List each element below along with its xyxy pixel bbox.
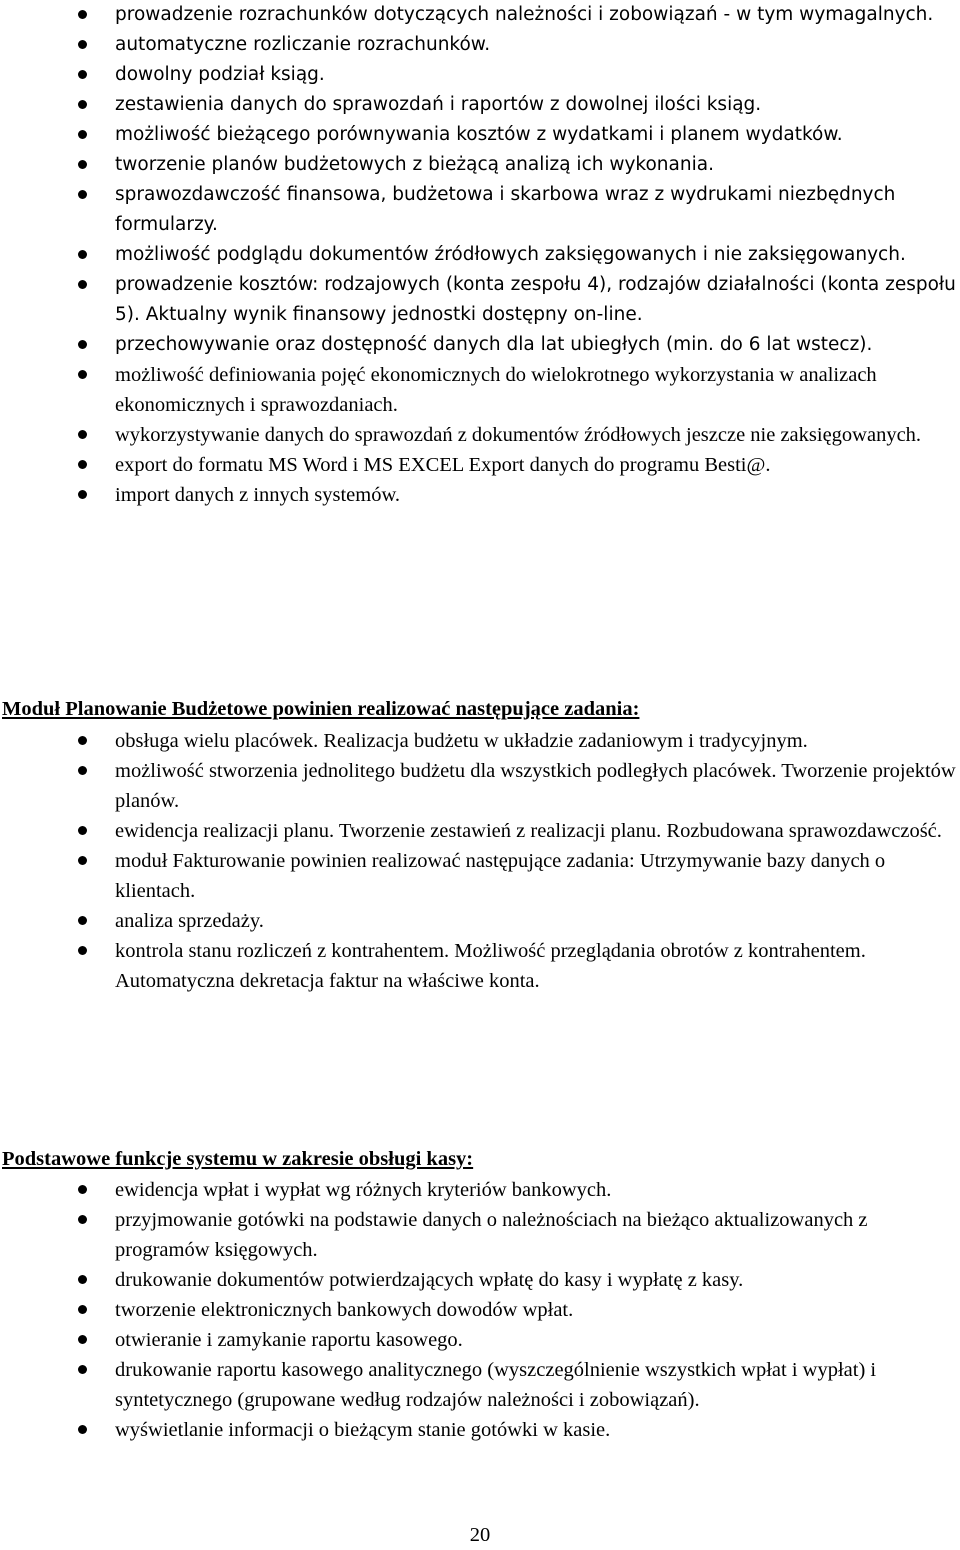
list-item-text: obsługa wielu placówek. Realizacja budżetu w układzie zadaniowym i tradycyjnym. bbox=[115, 730, 808, 752]
bullet-icon bbox=[78, 460, 87, 469]
list-item-text: export do formatu MS Word i MS EXCEL Export danych do programu Besti@. bbox=[115, 454, 771, 476]
list-item bbox=[0, 180, 960, 240]
list-item-text: możliwość bieżącego porównywania kosztów z wydatkami i planem wydatków. bbox=[115, 124, 843, 145]
bullet-icon bbox=[78, 250, 87, 259]
bullet-icon bbox=[78, 370, 87, 379]
list-item bbox=[0, 450, 960, 480]
list-item bbox=[0, 120, 960, 150]
list-item-text: możliwość definiowania pojęć ekonomicznych do wielokrotnego wykorzystania w analizach ekonomicznych i sprawozdaniach. bbox=[115, 364, 877, 416]
bullet-icon bbox=[78, 1215, 87, 1224]
list-item bbox=[0, 330, 960, 360]
list-item bbox=[0, 480, 960, 510]
list-item bbox=[0, 1175, 960, 1205]
list-item bbox=[0, 90, 960, 120]
list-item-text: prowadzenie rozrachunków dotyczących należności i zobowiązań - w tym wymagalnych. bbox=[115, 4, 934, 25]
list-item-text: zestawienia danych do sprawozdań i raportów z dowolnej ilości ksiąg. bbox=[115, 94, 762, 115]
list-item-text: drukowanie dokumentów potwierdzających wpłatę do kasy i wypłatę z kasy. bbox=[115, 1269, 744, 1291]
bullet-icon bbox=[78, 280, 87, 289]
list-item-text: sprawozdawczość finansowa, budżetowa i skarbowa wraz z wydrukami niezbędnych formularzy. bbox=[115, 184, 896, 235]
list-item-text: dowolny podział ksiąg. bbox=[115, 64, 325, 85]
bullet-icon bbox=[78, 826, 87, 835]
list-item-text: ewidencja realizacji planu. Tworzenie zestawień z realizacji planu. Rozbudowana sprawozdawczość. bbox=[115, 820, 942, 842]
list-item bbox=[0, 60, 960, 90]
bullet-icon bbox=[78, 736, 87, 745]
list-item bbox=[0, 0, 960, 30]
list-item bbox=[0, 816, 960, 846]
list-item-text: automatyczne rozliczanie rozrachunków. bbox=[115, 34, 491, 55]
list-item bbox=[0, 1415, 960, 1445]
bullet-icon bbox=[78, 1365, 87, 1374]
list-item bbox=[0, 1205, 960, 1265]
list-item-text: prowadzenie kosztów: rodzajowych (konta zespołu 4), rodzajów działalności (konta zespołu 5). Aktualny wynik finansowy jednostki dostępny on-line. bbox=[115, 274, 956, 325]
list-item-text: przechowywanie oraz dostępność danych dla lat ubiegłych (min. do 6 lat wstecz). bbox=[115, 334, 873, 355]
list-item-text: drukowanie raportu kasowego analitycznego (wyszczególnienie wszystkich wpłat i wypłat) i syntetycznego (grupowane według rodzajów należności i zobowiązań). bbox=[115, 1359, 877, 1411]
section-heading-cash-desk: Podstawowe funkcje systemu w zakresie obsługi kasy: bbox=[2, 1148, 474, 1170]
list-item bbox=[0, 150, 960, 180]
list-item bbox=[0, 360, 960, 420]
bullet-list-accounting bbox=[0, 0, 960, 510]
list-item bbox=[0, 420, 960, 450]
page-number: 20 bbox=[469, 1524, 491, 1546]
list-item bbox=[0, 270, 960, 330]
bullet-icon bbox=[78, 916, 87, 925]
list-item bbox=[0, 936, 960, 996]
list-item-text: możliwość stworzenia jednolitego budżetu dla wszystkich podległych placówek. Tworzenie projektów planów. bbox=[115, 760, 956, 812]
list-item bbox=[0, 846, 960, 906]
bullet-icon bbox=[78, 190, 87, 199]
list-item-text: tworzenie elektronicznych bankowych dowodów wpłat. bbox=[115, 1299, 574, 1321]
bullet-icon bbox=[78, 1275, 87, 1284]
bullet-icon bbox=[78, 70, 87, 79]
list-item-text: moduł Fakturowanie powinien realizować następujące zadania: Utrzymywanie bazy danych o klientach. bbox=[115, 850, 886, 902]
bullet-icon bbox=[78, 1425, 87, 1434]
bullet-icon bbox=[78, 856, 87, 865]
bullet-icon bbox=[78, 160, 87, 169]
list-item bbox=[0, 30, 960, 60]
list-item-text: wyświetlanie informacji o bieżącym stanie gotówki w kasie. bbox=[115, 1419, 611, 1441]
bullet-icon bbox=[78, 1185, 87, 1194]
bullet-icon bbox=[78, 40, 87, 49]
list-item bbox=[0, 1265, 960, 1295]
list-item bbox=[0, 906, 960, 936]
list-item-text: import danych z innych systemów. bbox=[115, 484, 401, 506]
list-item bbox=[0, 1295, 960, 1325]
list-item bbox=[0, 726, 960, 756]
bullet-list-cash-desk bbox=[0, 1175, 960, 1445]
bullet-icon bbox=[78, 100, 87, 109]
list-item-text: otwieranie i zamykanie raportu kasowego. bbox=[115, 1329, 463, 1351]
list-item-text: analiza sprzedaży. bbox=[115, 910, 264, 932]
list-item bbox=[0, 1355, 960, 1415]
bullet-list-budget-planning bbox=[0, 726, 960, 996]
bullet-icon bbox=[78, 490, 87, 499]
list-item bbox=[0, 756, 960, 816]
bullet-icon bbox=[78, 1305, 87, 1314]
bullet-icon bbox=[78, 130, 87, 139]
bullet-icon bbox=[78, 10, 87, 19]
bullet-icon bbox=[78, 430, 87, 439]
list-item-text: tworzenie planów budżetowych z bieżącą analizą ich wykonania. bbox=[115, 154, 714, 175]
list-item-text: ewidencja wpłat i wypłat wg różnych kryteriów bankowych. bbox=[115, 1179, 612, 1201]
bullet-icon bbox=[78, 946, 87, 955]
list-item-text: przyjmowanie gotówki na podstawie danych o należnościach na bieżąco aktualizowanych z programów księgowych. bbox=[115, 1209, 868, 1261]
list-item bbox=[0, 240, 960, 270]
bullet-icon bbox=[78, 340, 87, 349]
list-item-text: kontrola stanu rozliczeń z kontrahentem. Możliwość przeglądania obrotów z kontrahentem. Automatyczna dekretacja faktur na właściwe konta. bbox=[115, 940, 866, 992]
bullet-icon bbox=[78, 1335, 87, 1344]
list-item bbox=[0, 1325, 960, 1355]
bullet-icon bbox=[78, 766, 87, 775]
list-item-text: możliwość podglądu dokumentów źródłowych zaksięgowanych i nie zaksięgowanych. bbox=[115, 244, 906, 265]
section-heading-budget-planning: Moduł Planowanie Budżetowe powinien realizować następujące zadania: bbox=[2, 698, 640, 720]
list-item-text: wykorzystywanie danych do sprawozdań z dokumentów źródłowych jeszcze nie zaksięgowanych. bbox=[115, 424, 922, 446]
